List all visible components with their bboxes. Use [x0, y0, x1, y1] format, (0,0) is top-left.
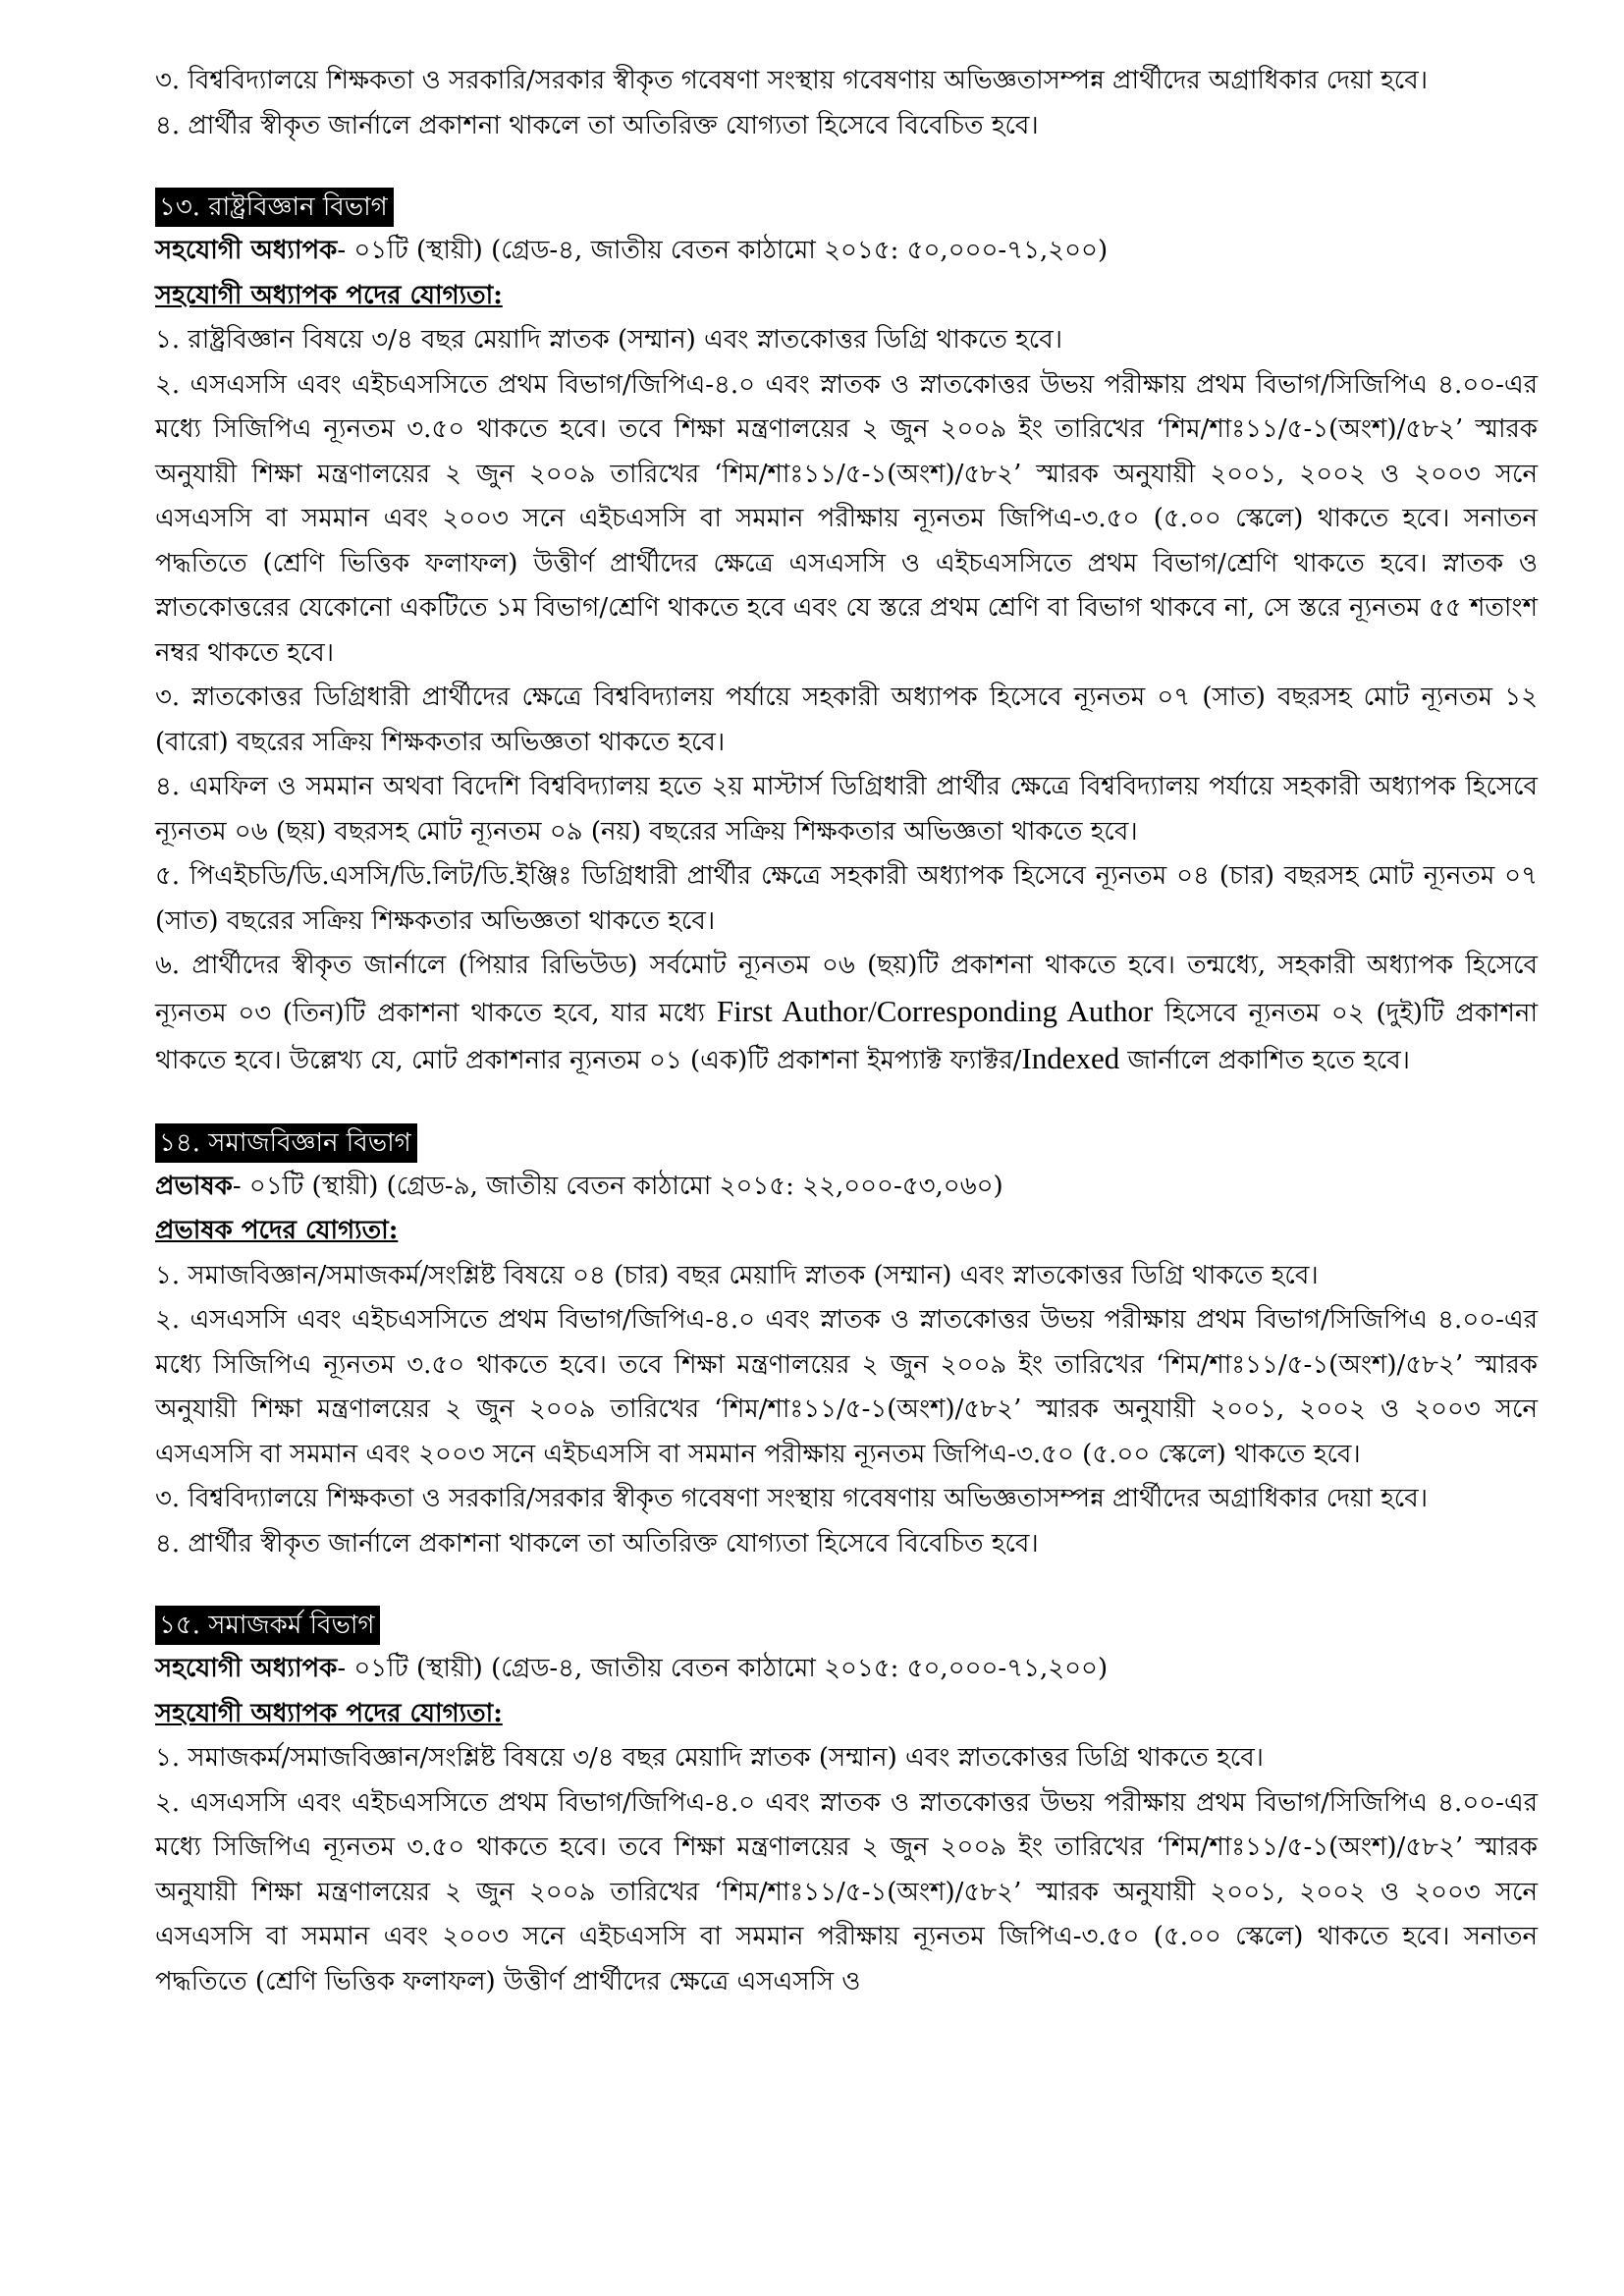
text-run: হিসেবে ন্যূনতম ০২ (দুই)টি প্রকাশনা থাকতে হবে। উল্লেখ্য যে, মোট প্রকাশনার ন্যূনতম ০১ (এক)টি প্রকাশনা ইমপ্যাক্ট ফ্যাক্টর/ [155, 998, 1538, 1075]
section-gap [155, 1084, 1538, 1123]
qualification-item: ৫. পিএইচডি/ডি.এসসি/ডি.লিট/ডি.ইঞ্জিঃ ডিগ্রিধারী প্রার্থীর ক্ষেত্রে সহকারী অধ্যাপক হিসেবে ন্যূনতম ০৪ (চার) বছরসহ মোট ন্যূনতম ০৭ (সাত) বছরের সক্রিয় শিক্ষকতার অভিজ্ঞতা থাকতে হবে। [155, 861, 1538, 936]
paragraph: ৩. বিশ্ববিদ্যালয়ে শিক্ষকতা ও সরকারি/সরকার স্বীকৃত গবেষণা সংস্থায় গবেষণায় অভিজ্ঞতাসম্পন্ন প্রার্থীদের অগ্রাধিকার দেয়া হবে। [155, 66, 1428, 95]
qualification-item: ৩. বিশ্ববিদ্যালয়ে শিক্ষকতা ও সরকারি/সরকার স্বীকৃত গবেষণা সংস্থায় গবেষণায় অভিজ্ঞতাসম্পন্ন প্রার্থীদের অগ্রাধিকার দেয়া হবে। [155, 1484, 1428, 1513]
qualification-item: ৪. এমফিল ও সমমান অথবা বিদেশি বিশ্ববিদ্যালয় হতে ২য় মাস্টার্স ডিগ্রিধারী প্রার্থীর ক্ষেত্রে বিশ্ববিদ্যালয় পর্যায়ে সহকারী অধ্যাপক হিসেবে ন্যূনতম ০৬ (ছয়) বছরসহ মোট ন্যূনতম ০৯ (নয়) বছরের সক্রিয় শিক্ষকতার অভিজ্ঞতা থাকতে হবে। [155, 772, 1538, 847]
text-run-latin: Indexed [1021, 1041, 1120, 1075]
post-detail: - ০১টি (স্থায়ী) (গ্রেড-৪, জাতীয় বেতন কাঠামো ২০১৫: ৫০,০০০-৭১,২০০) [337, 236, 1109, 265]
qualification-item: ২. এসএসসি এবং এইচএসসিতে প্রথম বিভাগ/জিপিএ-৪.০ এবং স্নাতক ও স্নাতকোত্তর উভয় পরীক্ষায় প্রথম বিভাগ/সিজিপিএ ৪.০০-এর মধ্যে সিজিপিএ ন্যূনতম ৩.৫০ থাকতে হবে। তবে শিক্ষা মন্ত্রণালয়ের ২ জুন ২০০৯ ইং তারিখের ‘শিম/শাঃ১১/৫-১(অংশ)/৫৮২’ স্মারক অনুযায়ী শিক্ষা মন্ত্রণালয়ের ২ জুন ২০০৯ তারিখের ‘শিম/শাঃ১১/৫-১(অংশ)/৫৮২’ স্মারক অনুযায়ী ২০০১, ২০০২ ও ২০০৩ সনে এসএসসি বা সমমান এবং ২০০৩ সনে এইচএসসি বা সমমান পরীক্ষায় ন্যূনতম জিপিএ-৩.৫০ (৫.০০ স্কেলে) থাকতে হবে। [155, 1305, 1538, 1469]
qualification-item: ৪. প্রার্থীর স্বীকৃত জার্নালে প্রকাশনা থাকলে তা অতিরিক্ত যোগ্যতা হিসেবে বিবেচিত হবে। [155, 1528, 1039, 1558]
qualification-item: ৩. স্নাতকোত্তর ডিগ্রিধারী প্রার্থীদের ক্ষেত্রে বিশ্ববিদ্যালয় পর্যায়ে সহকারী অধ্যাপক হিসেবে ন্যূনতম ০৭ (সাত) বছরসহ মোট ন্যূনতম ১২ (বারো) বছরের সক্রিয় শিক্ষকতার অভিজ্ঞতা থাকতে হবে। [155, 683, 1538, 757]
post-detail: - ০১টি (স্থায়ী) (গ্রেড-৪, জাতীয় বেতন কাঠামো ২০১৫: ৫০,০০০-৭১,২০০) [337, 1654, 1109, 1683]
text-run: ৬. প্রার্থীদের স্বীকৃত জার্নালে (পিয়ার রিভিউড) সর্বমোট ন্যূনতম ০৬ (ছয়)টি প্রকাশনা থাকতে হবে। তন্মধ্যে, সহকারী অধ্যাপক হিসেবে ন্যূনতম ০৩ (তিন)টি প্রকাশনা থাকতে হবে, যার মধ্যে [155, 951, 1538, 1028]
post-title: সহযোগী অধ্যাপক [155, 1654, 338, 1683]
paragraph: ৪. প্রার্থীর স্বীকৃত জার্নালে প্রকাশনা থাকলে তা অতিরিক্ত যোগ্যতা হিসেবে বিবেচিত হবে। [155, 110, 1039, 140]
section-gap [155, 1566, 1538, 1606]
department-section-15 [155, 1606, 1538, 2004]
department-section-13 [155, 188, 1538, 1084]
qualification-item: ২. এসএসসি এবং এইচএসসিতে প্রথম বিভাগ/জিপিএ-৪.০ এবং স্নাতক ও স্নাতকোত্তর উভয় পরীক্ষায় প্রথম বিভাগ/সিজিপিএ ৪.০০-এর মধ্যে সিজিপিএ ন্যূনতম ৩.৫০ থাকতে হবে। তবে শিক্ষা মন্ত্রণালয়ের ২ জুন ২০০৯ ইং তারিখের ‘শিম/শাঃ১১/৫-১(অংশ)/৫৮২’ স্মারক অনুযায়ী শিক্ষা মন্ত্রণালয়ের ২ জুন ২০০৯ তারিখের ‘শিম/শাঃ১১/৫-১(অংশ)/৫৮২’ স্মারক অনুযায়ী ২০০১, ২০০২ ও ২০০৩ সনে এসএসসি বা সমমান এবং ২০০৩ সনে এইচএসসি বা সমমান পরীক্ষায় ন্যূনতম জিপিএ-৩.৫০ (৫.০০ স্কেলে) থাকতে হবে। সনাতন পদ্ধতিতে (শ্রেণি ভিত্তিক ফলাফল) উত্তীর্ণ প্রার্থীদের ক্ষেত্রে এসএসসি ও [155, 1787, 1538, 1996]
qualification-item: ২. এসএসসি এবং এইচএসসিতে প্রথম বিভাগ/জিপিএ-৪.০ এবং স্নাতক ও স্নাতকোত্তর উভয় পরীক্ষায় প্রথম বিভাগ/সিজিপিএ ৪.০০-এর মধ্যে সিজিপিএ ন্যূনতম ৩.৫০ থাকতে হবে। তবে শিক্ষা মন্ত্রণালয়ের ২ জুন ২০০৯ ইং তারিখের ‘শিম/শাঃ১১/৫-১(অংশ)/৫৮২’ স্মারক অনুযায়ী শিক্ষা মন্ত্রণালয়ের ২ জুন ২০০৯ তারিখের ‘শিম/শাঃ১১/৫-১(অংশ)/৫৮২’ স্মারক অনুযায়ী ২০০১, ২০০২ ও ২০০৩ সনে এসএসসি বা সমমান এবং ২০০৩ সনে এইচএসসি বা সমমান পরীক্ষায় ন্যূনতম জিপিএ-৩.৫০ (৫.০০ স্কেলে) থাকতে হবে। সনাতন পদ্ধতিতে (শ্রেণি ভিত্তিক ফলাফল) উত্তীর্ণ প্রার্থীদের ক্ষেত্রে এসএসসি ও এইচএসসিতে প্রথম বিভাগ/শ্রেণি থাকতে হবে। স্নাতক ও স্নাতকোত্তরের যেকোনো একটিতে ১ম বিভাগ/শ্রেণি থাকতে হবে এবং যে স্তরে প্রথম শ্রেণি বা বিভাগ থাকবে না, সে স্তরে ন্যূনতম ৫৫ শতাংশ নম্বর থাকতে হবে। [155, 369, 1538, 668]
post-detail: - ০১টি (স্থায়ী) (গ্রেড-৯, জাতীয় বেতন কাঠামো ২০১৫: ২২,০০০-৫৩,০৬০) [232, 1171, 1003, 1201]
qualification-item: ১. সমাজকর্ম/সমাজবিজ্ঞান/সংশ্লিষ্ট বিষয়ে ৩/৪ বছর মেয়াদি স্নাতক (সম্মান) এবং স্নাতকোত্তর ডিগ্রি থাকতে হবে। [155, 1743, 1264, 1773]
qualification-item [155, 944, 1538, 1084]
qualification-heading: প্রভাষক পদের যোগ্যতা: [155, 1216, 399, 1245]
department-heading: ১৩. রাষ্ট্রবিজ্ঞান বিভাগ [155, 188, 394, 227]
document-page [155, 59, 1538, 2004]
post-line [155, 229, 1538, 274]
qualification-item: ১. সমাজবিজ্ঞান/সমাজকর্ম/সংশ্লিষ্ট বিষয়ে ০৪ (চার) বছর মেয়াদি স্নাতক (সম্মান) এবং স্নাতকোত্তর ডিগ্রি থাকতে হবে। [155, 1260, 1319, 1290]
post-title: প্রভাষক [155, 1171, 233, 1201]
section-gap [155, 148, 1538, 188]
department-heading: ১৫. সমাজকর্ম বিভাগ [155, 1606, 380, 1645]
text-run: জার্নালে প্রকাশিত হতে হবে। [1119, 1046, 1410, 1075]
department-heading: ১৪. সমাজবিজ্ঞান বিভাগ [155, 1123, 417, 1163]
text-run-latin: First Author/Corresponding Author [716, 993, 1154, 1028]
department-section-14 [155, 1123, 1538, 1567]
post-title: সহযোগী অধ্যাপক [155, 236, 338, 265]
post-line [155, 1647, 1538, 1692]
qualification-heading: সহযোগী অধ্যাপক পদের যোগ্যতা: [155, 1698, 503, 1728]
qualification-heading: সহযোগী অধ্যাপক পদের যোগ্যতা: [155, 280, 503, 310]
qualification-item: ১. রাষ্ট্রবিজ্ঞান বিষয়ে ৩/৪ বছর মেয়াদি স্নাতক (সম্মান) এবং স্নাতকোত্তর ডিগ্রি থাকতে হবে। [155, 325, 1063, 355]
post-line [155, 1165, 1538, 1210]
